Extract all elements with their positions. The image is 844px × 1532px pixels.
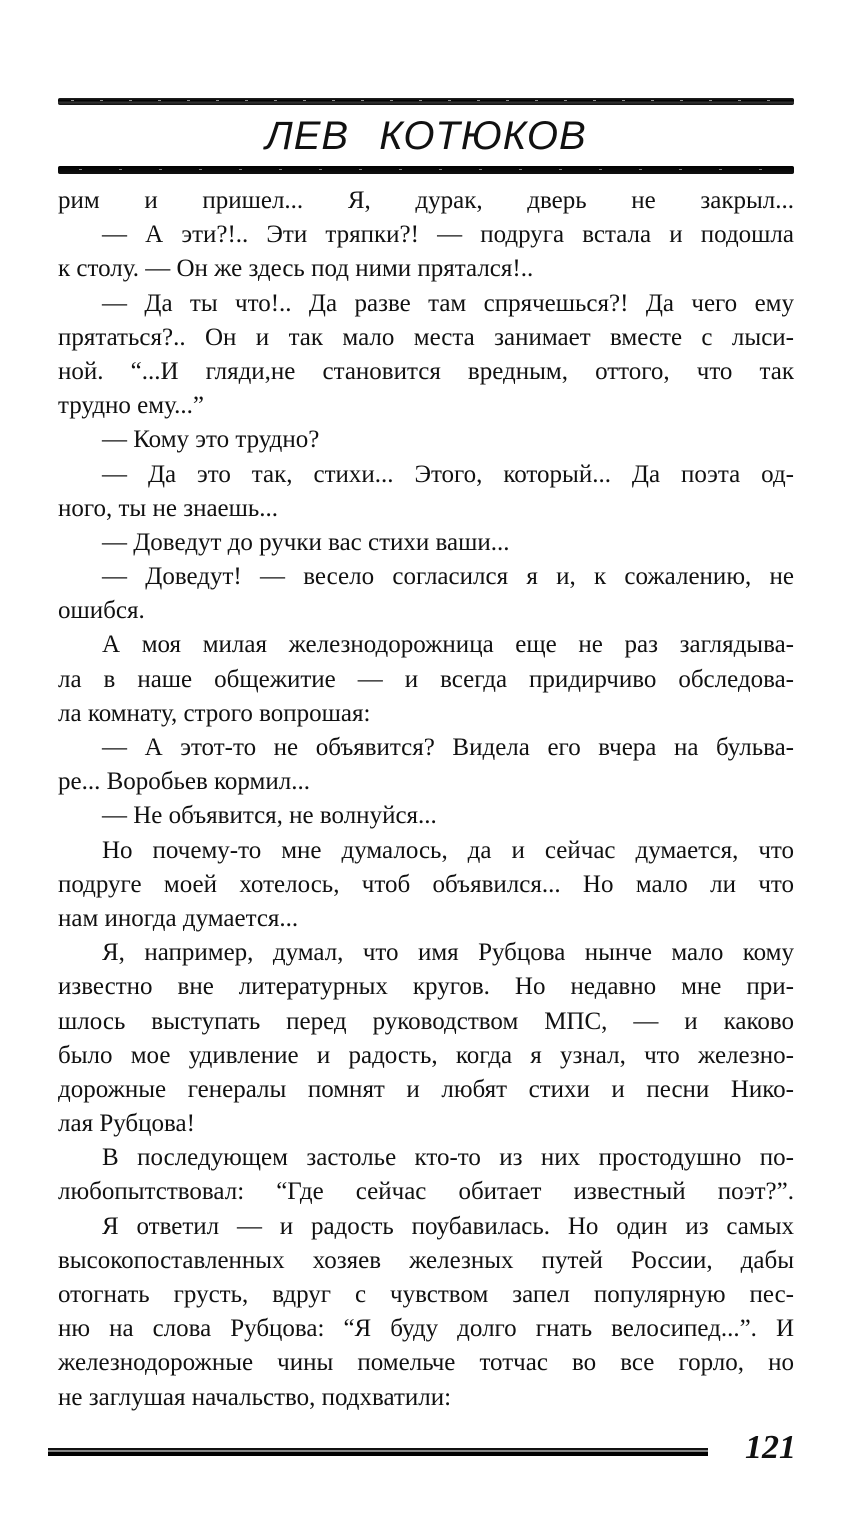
text-line: высокопоставленных хозяев железных путей России, дабы — [58, 1246, 794, 1274]
text-line: — Кому это трудно? — [102, 426, 320, 454]
running-head-author: ЛЕВ КОТЮКОВ — [265, 114, 587, 158]
page-body-text — [58, 184, 794, 1415]
text-line: ной. “...И гляди,не становится вредным, оттого, что так — [58, 357, 794, 385]
text-line: рим и пришел... Я, дурак, дверь не закрыл... — [58, 187, 794, 214]
text-line: В последующем застолье кто-то из них простодушно по- — [102, 1144, 794, 1172]
text-line: Но почему-то мне думалось, да и сейчас думается, что — [102, 836, 794, 864]
page-number: 121 — [745, 1429, 796, 1466]
text-line: А моя милая железнодорожница еще не раз заглядыва- — [102, 631, 794, 659]
text-line: — Не объявится, не волнуйся... — [102, 802, 437, 830]
text-line: было мое удивление и радость, когда я узнал, что железно- — [58, 1041, 794, 1069]
text-line: шлось выступать перед руководством МПС, — и каково — [58, 1007, 794, 1035]
text-line: ре... Воробьев кормил... — [58, 768, 310, 796]
text-line: ошибся. — [58, 597, 145, 625]
text-line: — А эти?!.. Эти тряпки?! — подруга встала и подошла — [102, 221, 794, 249]
text-line: железнодорожные чины помельче тотчас во все горло, но — [58, 1349, 794, 1377]
text-line: лая Рубцова! — [58, 1110, 195, 1138]
text-line: — Доведут! — весело согласился я и, к сожалению, не — [102, 563, 794, 591]
footer-rule — [48, 1448, 708, 1456]
text-line: ла комнату, строго вопрошая: — [58, 699, 371, 727]
text-line: отогнать грусть, вдруг с чувством запел популярную пес- — [58, 1281, 794, 1308]
header-bottom-rule — [58, 166, 794, 174]
text-line: известно вне литературных кругов. Но недавно мне при- — [58, 973, 794, 1001]
text-line: ню на слова Рубцова: “Я буду долго гнать велосипед...”. И — [58, 1315, 794, 1343]
text-line: ного, ты не знаешь... — [58, 494, 279, 522]
text-line: — Да это так, стихи... Этого, который... Да поэта од- — [102, 460, 794, 488]
text-line: Я, например, думал, что имя Рубцова нынче мало кому — [102, 939, 794, 967]
text-line: дорожные генералы помнят и любят стихи и песни Нико- — [58, 1075, 794, 1103]
text-line: не заглушая начальство, подхватили: — [58, 1383, 452, 1411]
text-line: подруге моей хотелось, чтоб объявился... Но мало ли что — [58, 870, 794, 898]
text-line: Я ответил — и радость поубавилась. Но один из самых — [102, 1212, 794, 1240]
text-line: любопытствовал: “Где сейчас обитает известный поэт?”. — [58, 1178, 794, 1206]
text-line: к столу. — Он же здесь под ними прятался!.. — [58, 255, 534, 283]
text-line: трудно ему...” — [58, 392, 204, 420]
header-top-rule — [58, 98, 794, 105]
text-line: — А этот-то не объявится? Видела его вчера на бульва- — [102, 734, 794, 761]
text-line: — Доведут до ручки вас стихи ваши... — [102, 528, 510, 556]
text-line: нам иногда думается... — [58, 904, 299, 932]
text-line: ла в наше общежитие — и всегда придирчиво обследова- — [58, 665, 794, 693]
text-line: — Да ты что!.. Да разве там спрячешься?! Да чего ему — [102, 289, 794, 317]
text-line: прятаться?.. Он и так мало места занимает вместе с лыси- — [58, 323, 794, 351]
